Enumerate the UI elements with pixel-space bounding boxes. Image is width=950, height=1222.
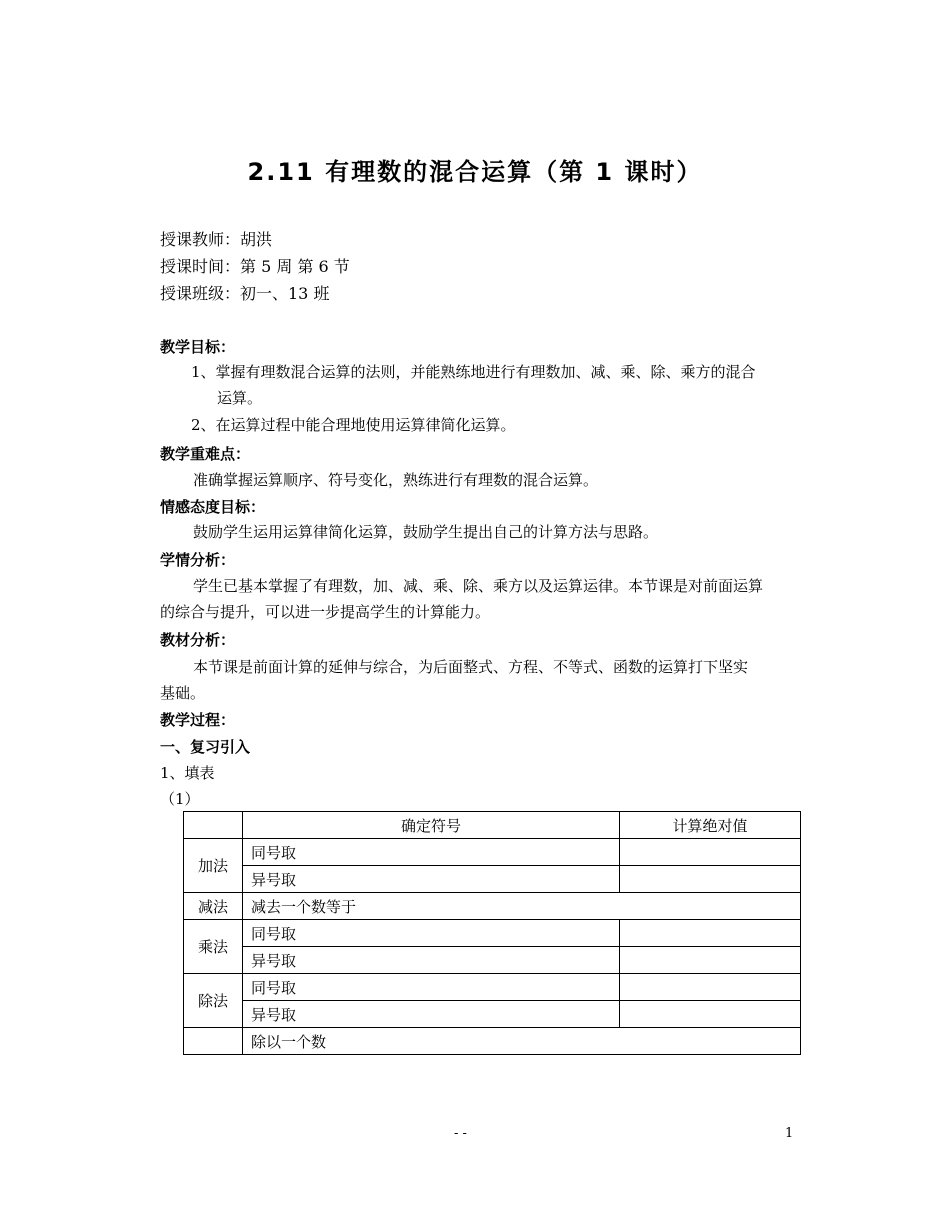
teacher-line: 授课教师：胡洪	[160, 230, 273, 249]
row-label-mul: 乘法	[184, 920, 243, 974]
student-analysis-heading: 学情分析：	[160, 551, 236, 569]
row-label-div: 除法	[184, 974, 243, 1028]
goal-1-line-a: 1、掌握有理数混合运算的法则，并能熟练地进行有理数加、减、乘、除、乘方的混合	[191, 363, 756, 381]
emotion-heading: 情感态度目标：	[160, 498, 266, 516]
table-cell	[184, 812, 243, 839]
table-row	[184, 1001, 801, 1028]
header-sign: 确定符号	[243, 812, 620, 839]
emotion-text: 鼓励学生运用运算律简化运算，鼓励学生提出自己的计算方法与思路。	[193, 523, 659, 541]
cell-div-diff-abs	[620, 1001, 801, 1028]
fill-table-label: 1、填表	[160, 764, 215, 782]
review-heading: 一、复习引入	[160, 738, 251, 756]
cell-div-rule: 除以一个数	[243, 1028, 801, 1055]
table-row	[184, 947, 801, 974]
material-analysis-heading: 教材分析：	[160, 631, 236, 649]
cell-mul-diff: 异号取	[243, 947, 620, 974]
row-label-add: 加法	[184, 839, 243, 893]
cell-add-diff: 异号取	[243, 866, 620, 893]
header-abs: 计算绝对值	[620, 812, 801, 839]
cell-mul-diff-abs	[620, 947, 801, 974]
table-row	[184, 812, 801, 839]
goals-heading: 教学目标：	[160, 338, 236, 356]
material-analysis-line-b: 基础。	[160, 684, 206, 702]
table-row	[184, 866, 801, 893]
page-title: 2.11 有理数的混合运算（第 1 课时）	[247, 158, 703, 186]
cell-div-same: 同号取	[243, 974, 620, 1001]
key-points-text: 准确掌握运算顺序、符号变化，熟练进行有理数的混合运算。	[193, 471, 599, 489]
cell-div-same-abs	[620, 974, 801, 1001]
key-points-heading: 教学重难点：	[160, 445, 251, 463]
cell-add-diff-abs	[620, 866, 801, 893]
process-heading: 教学过程：	[160, 711, 236, 729]
cell-sub-rule: 减去一个数等于	[243, 893, 801, 920]
goal-2-line: 2、在运算过程中能合理地使用运算律简化运算。	[191, 416, 516, 434]
table-row	[184, 893, 801, 920]
footer-center: - -	[454, 1126, 467, 1141]
operation-rules-table	[183, 811, 801, 1055]
cell-add-same: 同号取	[243, 839, 620, 866]
table-row	[184, 1028, 801, 1055]
cell-mul-same: 同号取	[243, 920, 620, 947]
cell-add-same-abs	[620, 839, 801, 866]
row-label-sub: 减法	[184, 893, 243, 920]
student-analysis-line-b: 的综合与提升，可以进一步提高学生的计算能力。	[160, 603, 491, 621]
material-analysis-line-a: 本节课是前面计算的延伸与综合，为后面整式、方程、不等式、函数的运算打下坚实	[193, 658, 749, 676]
sub-label: （1）	[160, 790, 200, 808]
page-number: 1	[785, 1126, 794, 1141]
student-analysis-line-a: 学生已基本掌握了有理数，加、减、乘、除、乘方以及运算运律。本节课是对前面运算	[193, 577, 764, 595]
time-line: 授课时间：第 5 周 第 6 节	[160, 257, 350, 276]
cell-mul-same-abs	[620, 920, 801, 947]
table-row	[184, 974, 801, 1001]
cell-div-diff: 异号取	[243, 1001, 620, 1028]
class-line: 授课班级：初一、13 班	[160, 284, 330, 303]
goal-1-line-b: 运算。	[217, 389, 263, 407]
table-cell	[184, 1028, 243, 1055]
table-row	[184, 920, 801, 947]
table-row	[184, 839, 801, 866]
